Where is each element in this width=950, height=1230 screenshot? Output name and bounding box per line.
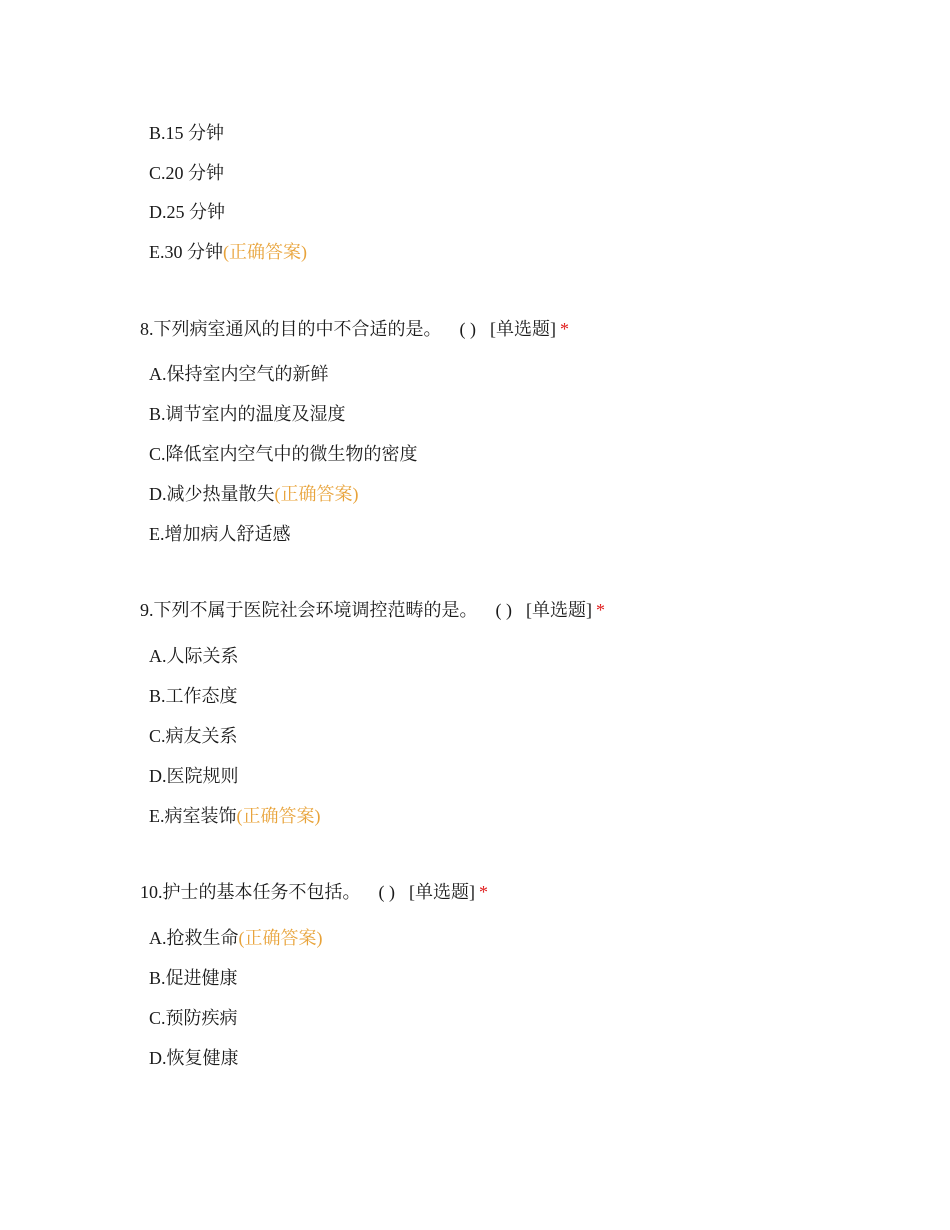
- q10-option-a: [149, 926, 323, 950]
- option-label: C.降低室内空气中的微生物的密度: [149, 444, 418, 464]
- correct-answer-tag: (正确答案): [238, 928, 323, 948]
- option-label: D.25 分钟: [149, 202, 225, 222]
- option-label: B.促进健康: [149, 968, 238, 988]
- q10-title: [140, 880, 488, 904]
- correct-answer-tag: (正确答案): [223, 242, 307, 262]
- option-label: B.工作态度: [149, 686, 238, 706]
- question-type: [单选题]: [526, 600, 592, 620]
- q8-option-b: [149, 402, 346, 426]
- option-label: C.预防疾病: [149, 1008, 238, 1028]
- q9-option-e: [149, 804, 321, 828]
- question-type: [单选题]: [490, 319, 556, 339]
- required-mark: *: [479, 882, 488, 902]
- option-label: D.减少热量散失: [149, 484, 275, 504]
- correct-answer-tag: (正确答案): [236, 806, 321, 826]
- option-label: E.病室装饰: [149, 806, 237, 826]
- q9-title: [140, 598, 605, 622]
- q9-option-c: [149, 724, 238, 748]
- q7-option-d: [149, 200, 225, 224]
- question-type: [单选题]: [409, 882, 475, 902]
- correct-answer-tag: (正确答案): [274, 484, 359, 504]
- option-label: B.调节室内的温度及湿度: [149, 404, 346, 424]
- blank-paren: ( ): [378, 882, 395, 902]
- option-label: E.30 分钟: [149, 242, 223, 262]
- q7-option-b: [149, 121, 224, 145]
- q9-option-a: [149, 644, 239, 668]
- option-label: B.15 分钟: [149, 123, 225, 143]
- q10-option-c: [149, 1006, 238, 1030]
- question-text: 8.下列病室通风的目的中不合适的是。: [140, 319, 442, 339]
- q9-option-d: [149, 764, 239, 788]
- option-label: D.医院规则: [149, 766, 239, 786]
- question-text: 10.护士的基本任务不包括。: [140, 882, 361, 902]
- q10-option-b: [149, 966, 238, 990]
- blank-paren: ( ): [459, 319, 476, 339]
- required-mark: *: [560, 319, 569, 339]
- option-label: E.增加病人舒适感: [149, 524, 291, 544]
- q9-option-b: [149, 684, 238, 708]
- option-label: C.20 分钟: [149, 163, 225, 183]
- q7-option-c: [149, 161, 224, 185]
- q8-title: [140, 317, 569, 341]
- question-text: 9.下列不属于医院社会环境调控范畴的是。: [140, 600, 478, 620]
- option-label: A.抢救生命: [149, 928, 239, 948]
- q8-option-a: [149, 362, 329, 386]
- q7-option-e: [149, 240, 307, 264]
- required-mark: *: [596, 600, 605, 620]
- q8-option-e: [149, 522, 291, 546]
- option-label: A.人际关系: [149, 646, 239, 666]
- blank-paren: ( ): [495, 600, 512, 620]
- q8-option-c: [149, 442, 418, 466]
- option-label: C.病友关系: [149, 726, 238, 746]
- option-label: A.保持室内空气的新鲜: [149, 364, 329, 384]
- q10-option-d: [149, 1046, 239, 1070]
- q8-option-d: [149, 482, 359, 506]
- option-label: D.恢复健康: [149, 1048, 239, 1068]
